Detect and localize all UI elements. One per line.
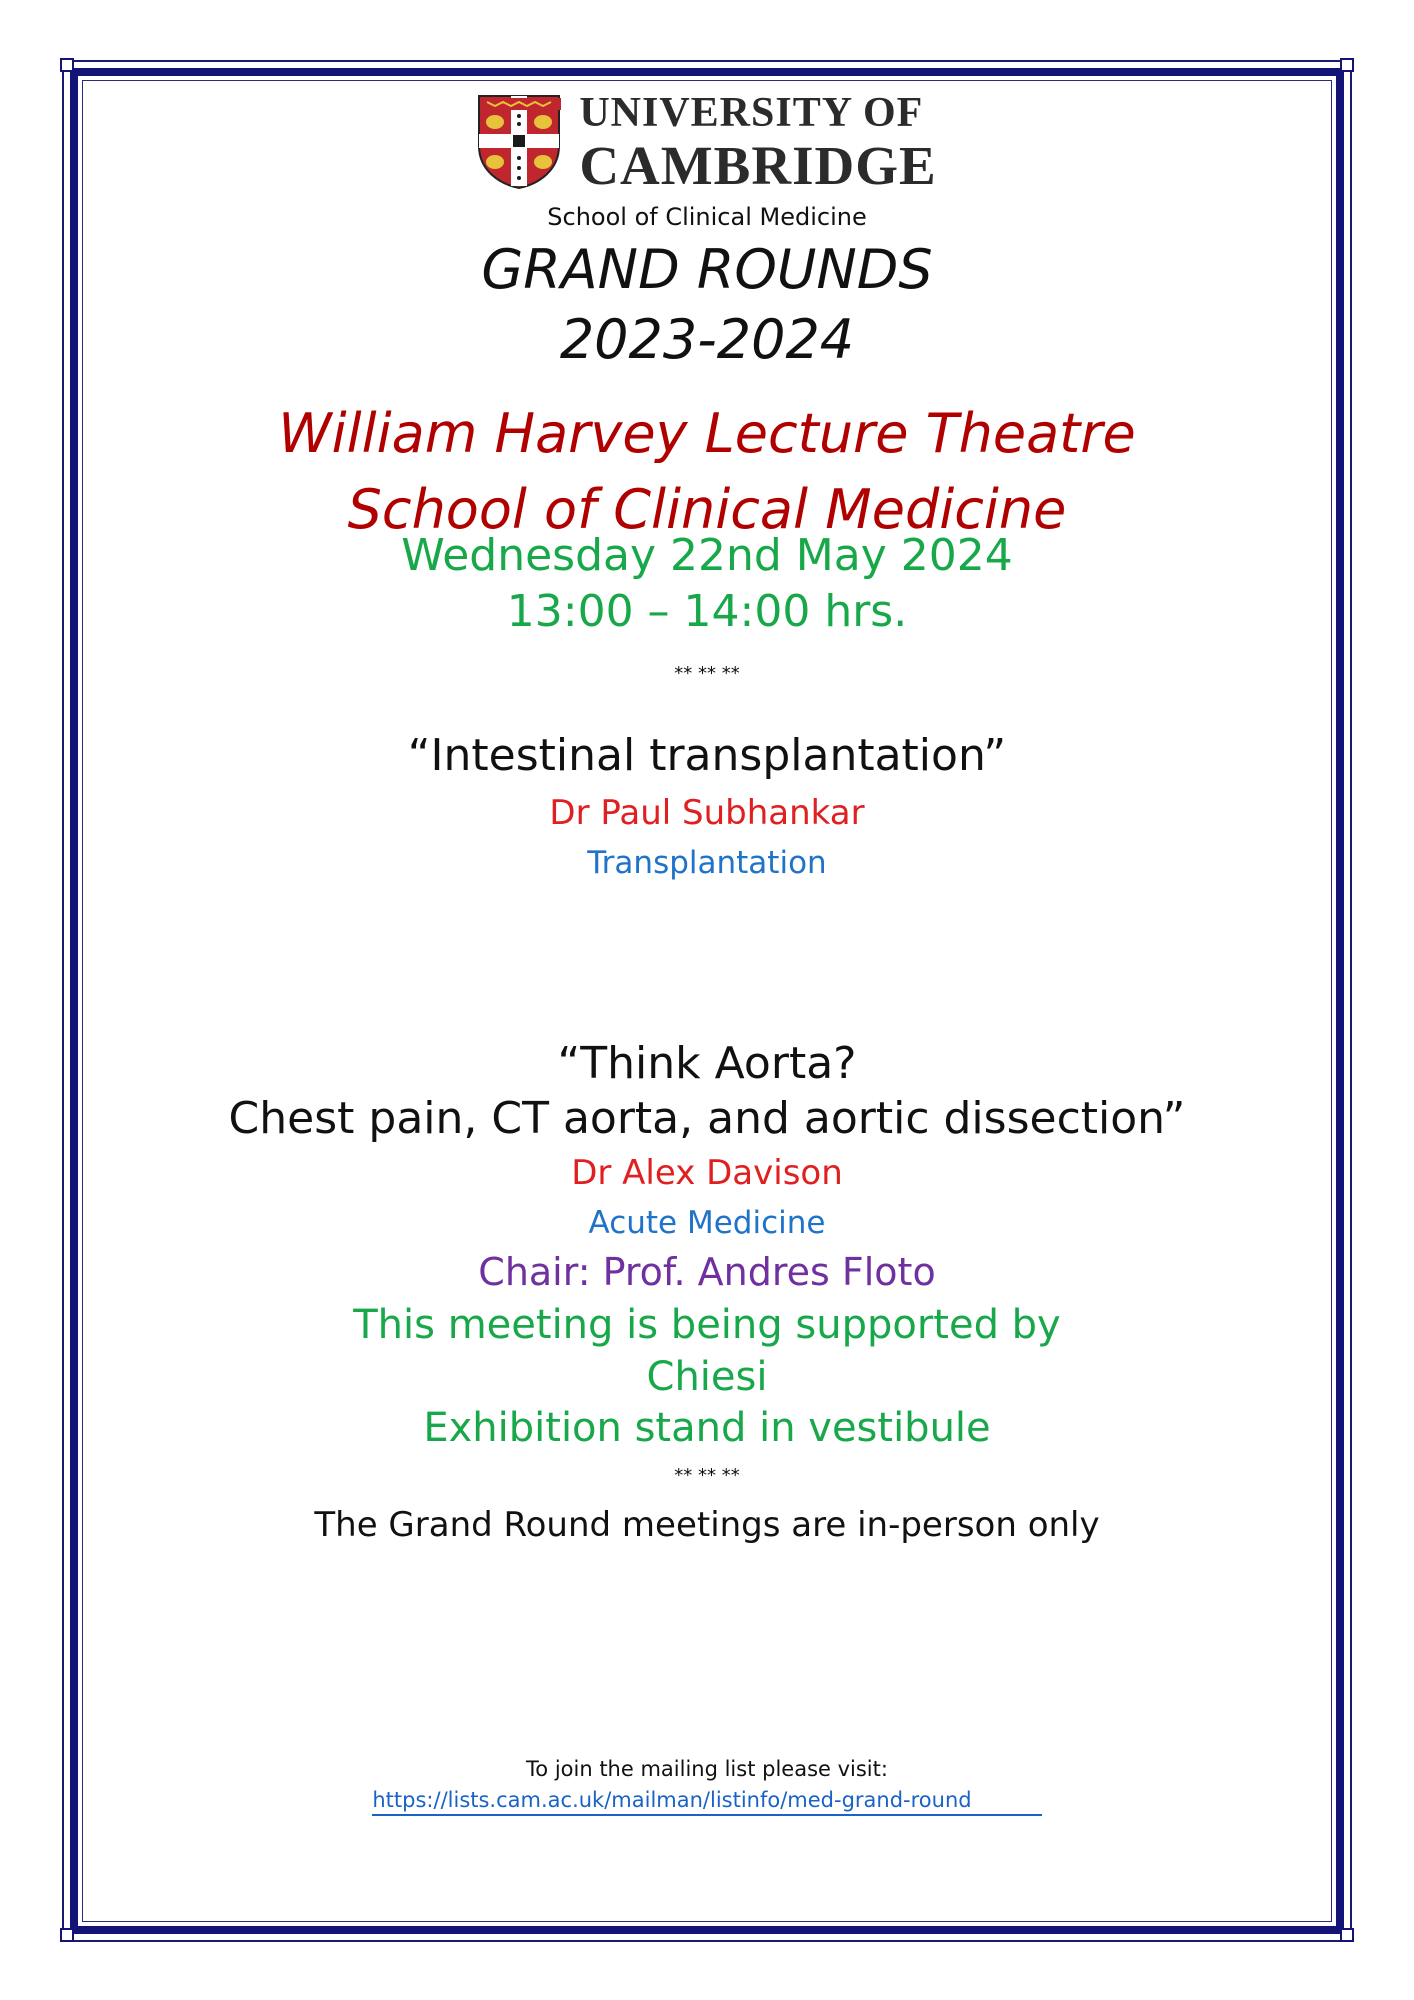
university-wordmark: [579, 89, 937, 196]
school-name: School of Clinical Medicine: [547, 203, 867, 231]
academic-year: 2023-2024: [559, 308, 855, 371]
talk-2-title-line-2: Chest pain, CT aorta, and aortic dissection”: [228, 1093, 1186, 1144]
sponsor-line-1: This meeting is being supported by: [353, 1302, 1061, 1348]
wordmark-line1: UNIVERSITY OF: [579, 89, 924, 136]
university-logo: [0, 89, 1414, 196]
border-corner-bottom-right: [1340, 1928, 1354, 1942]
venue-line-2: School of Clinical Medicine: [347, 478, 1067, 541]
talk-2-title-line-1: “Think Aorta?: [557, 1038, 857, 1089]
mailing-list-link[interactable]: https://lists.cam.ac.uk/mailman/listinfo/med-grand-round: [372, 1788, 1041, 1816]
sponsor-name: Chiesi: [646, 1354, 768, 1400]
border-corner-bottom-left: [60, 1928, 74, 1942]
talk-2-speaker: Dr Alex Davison: [571, 1153, 843, 1193]
talk-2-department: Acute Medicine: [588, 1205, 826, 1241]
talk-1-department: Transplantation: [587, 845, 827, 881]
wordmark-line2: CAMBRIDGE: [579, 134, 937, 196]
chair: Chair: Prof. Andres Floto: [478, 1250, 936, 1294]
event-date: Wednesday 22nd May 2024: [401, 530, 1013, 581]
page-title: GRAND ROUNDS: [481, 238, 933, 301]
mailing-list-text: To join the mailing list please visit:: [526, 1757, 888, 1781]
in-person-notice: The Grand Round meetings are in-person only: [314, 1505, 1100, 1545]
cambridge-crest-icon: [477, 94, 561, 190]
talk-1-speaker: Dr Paul Subhankar: [549, 793, 865, 833]
sponsor-line-3: Exhibition stand in vestibule: [423, 1405, 991, 1451]
border-corner-top-right: [1340, 58, 1354, 72]
mailing-list-link-wrap: [0, 1788, 1414, 1812]
border-corner-top-left: [60, 58, 74, 72]
venue-line-1: William Harvey Lecture Theatre: [278, 402, 1136, 465]
talk-1-title: “Intestinal transplantation”: [407, 730, 1007, 781]
event-time: 13:00 – 14:00 hrs.: [506, 586, 908, 637]
separator: ** ** **: [674, 663, 740, 684]
separator-2: ** ** **: [674, 1465, 740, 1486]
